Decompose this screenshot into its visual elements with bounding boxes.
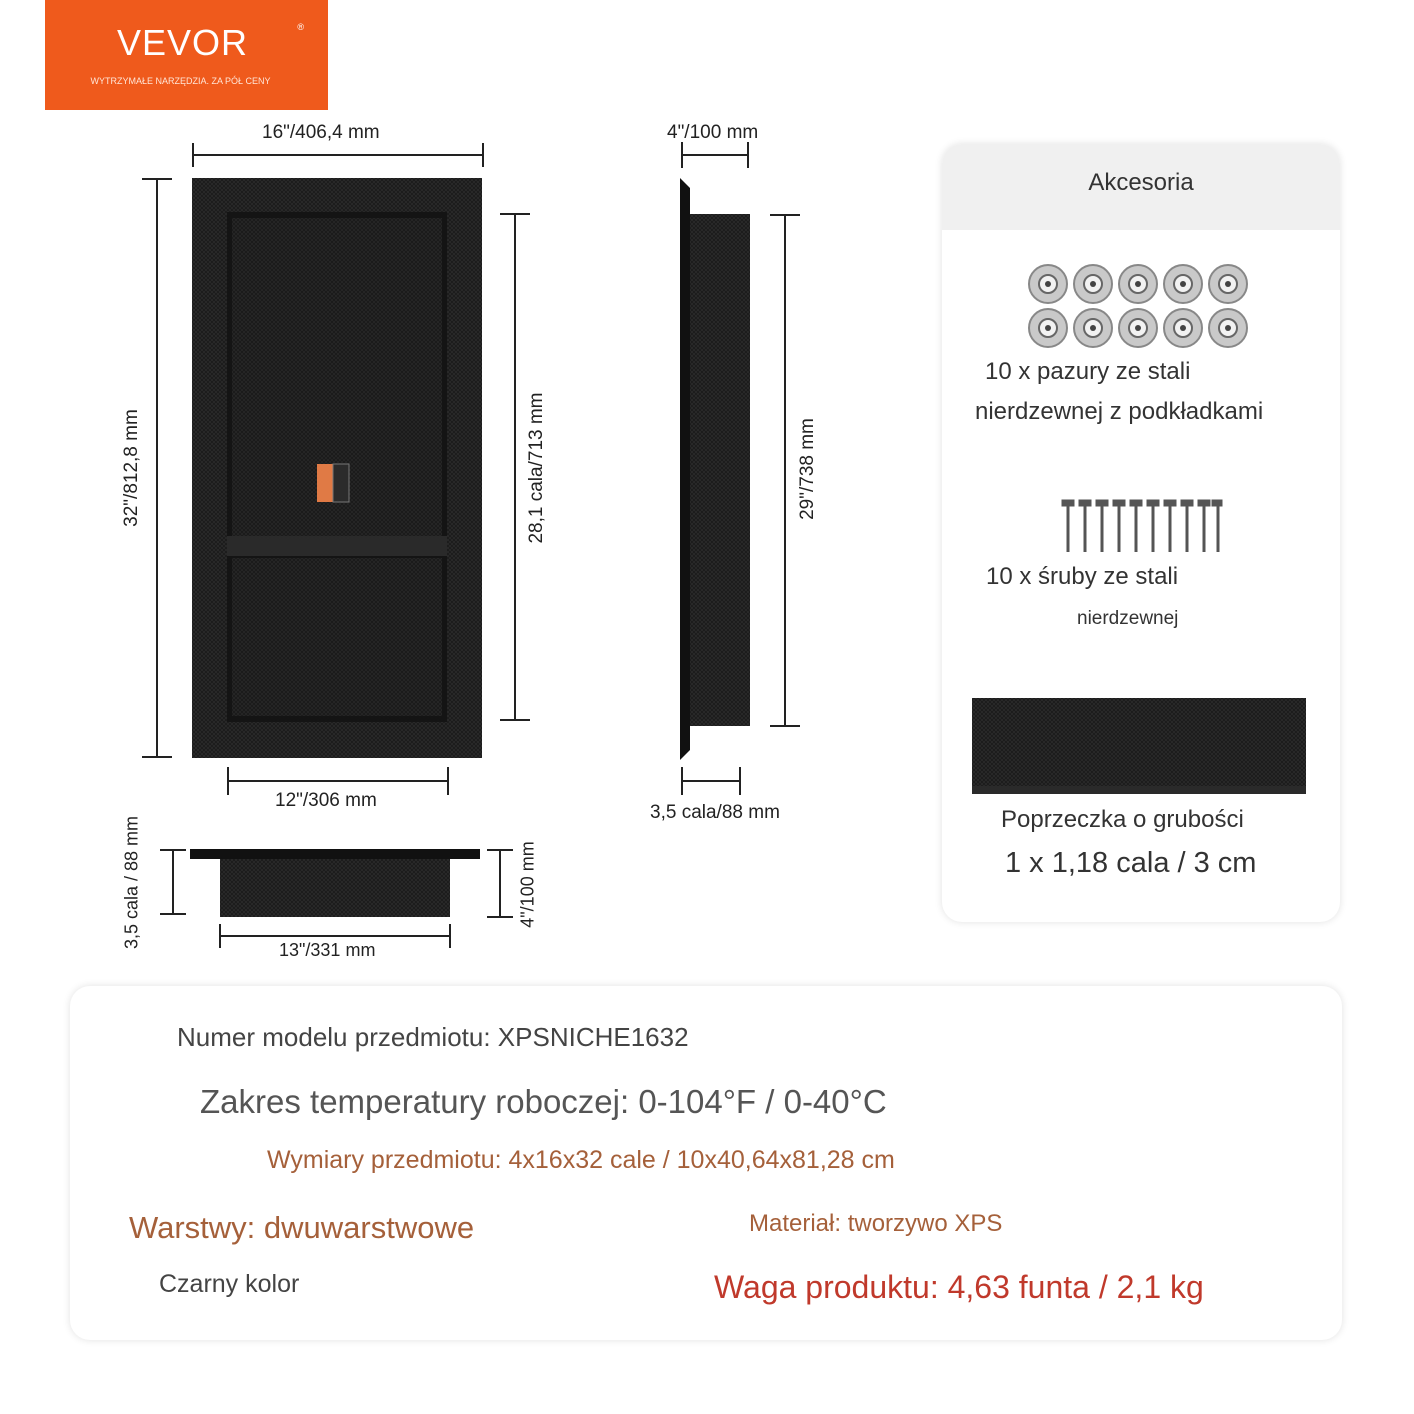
specifications-card xyxy=(70,986,1342,1340)
spec-weight: Waga produktu: 4,63 funta / 2,1 kg xyxy=(714,1269,1204,1305)
niche-side-view xyxy=(680,178,750,760)
brand-name: VEVOR xyxy=(116,22,249,63)
bottom-depth-left-label: 3,5 cala / 88 mm xyxy=(121,815,142,950)
crossbar-label-line1: Poprzeczka o grubości xyxy=(1001,806,1244,833)
niche-front-view xyxy=(192,178,482,758)
inner-height-label: 28,1 cala/713 mm xyxy=(526,392,547,544)
spec-layers: Warstwy: dwuwarstwowe xyxy=(129,1210,475,1245)
screws-label-line1: 10 x śruby ze stali xyxy=(986,563,1179,590)
side-height-label: 29"/738 mm xyxy=(797,418,818,520)
claws-icon xyxy=(1026,262,1256,352)
spec-color: Czarny kolor xyxy=(159,1270,300,1298)
claws-label-line2: nierdzewnej z podkładkami xyxy=(975,398,1264,425)
crossbar-image xyxy=(972,698,1306,798)
front-width-label: 16"/406,4 mm xyxy=(262,122,380,143)
screws-icon xyxy=(1060,500,1222,556)
accessories-card xyxy=(942,144,1340,922)
spec-dimensions: Wymiary przedmiotu: 4x16x32 cale / 10x40,64x81,28 cm xyxy=(267,1146,895,1174)
bottom-depth-right-label: 4"/100 mm xyxy=(517,841,538,928)
crossbar-label-line2: 1 x 1,18 cala / 3 cm xyxy=(1005,847,1257,879)
spec-model: Numer modelu przedmiotu: XPSNICHE1632 xyxy=(177,1022,689,1052)
registered-mark: ® xyxy=(297,22,304,32)
claws-label-line1: 10 x pazury ze stali xyxy=(985,358,1191,385)
accessories-title: Akcesoria xyxy=(1088,169,1194,196)
brand-tagline: WYTRZYMAŁE NARZĘDZIA. ZA PÓŁ CENY xyxy=(90,76,271,86)
screws-label-line2: nierdzewnej xyxy=(1077,608,1179,629)
niche-bottom-view xyxy=(190,849,480,917)
spec-material: Materiał: tworzywo XPS xyxy=(749,1210,1003,1237)
side-depth-bottom-label: 3,5 cala/88 mm xyxy=(650,802,780,823)
spec-temperature: Zakres temperatury roboczej: 0-104°F / 0-40°C xyxy=(200,1083,887,1120)
inner-width-label: 12"/306 mm xyxy=(275,790,377,811)
side-depth-top-label: 4"/100 mm xyxy=(667,122,759,143)
bottom-width-label: 13"/331 mm xyxy=(279,940,376,960)
accessories-header xyxy=(942,144,1340,230)
front-height-label: 32"/812,8 mm xyxy=(121,409,142,527)
